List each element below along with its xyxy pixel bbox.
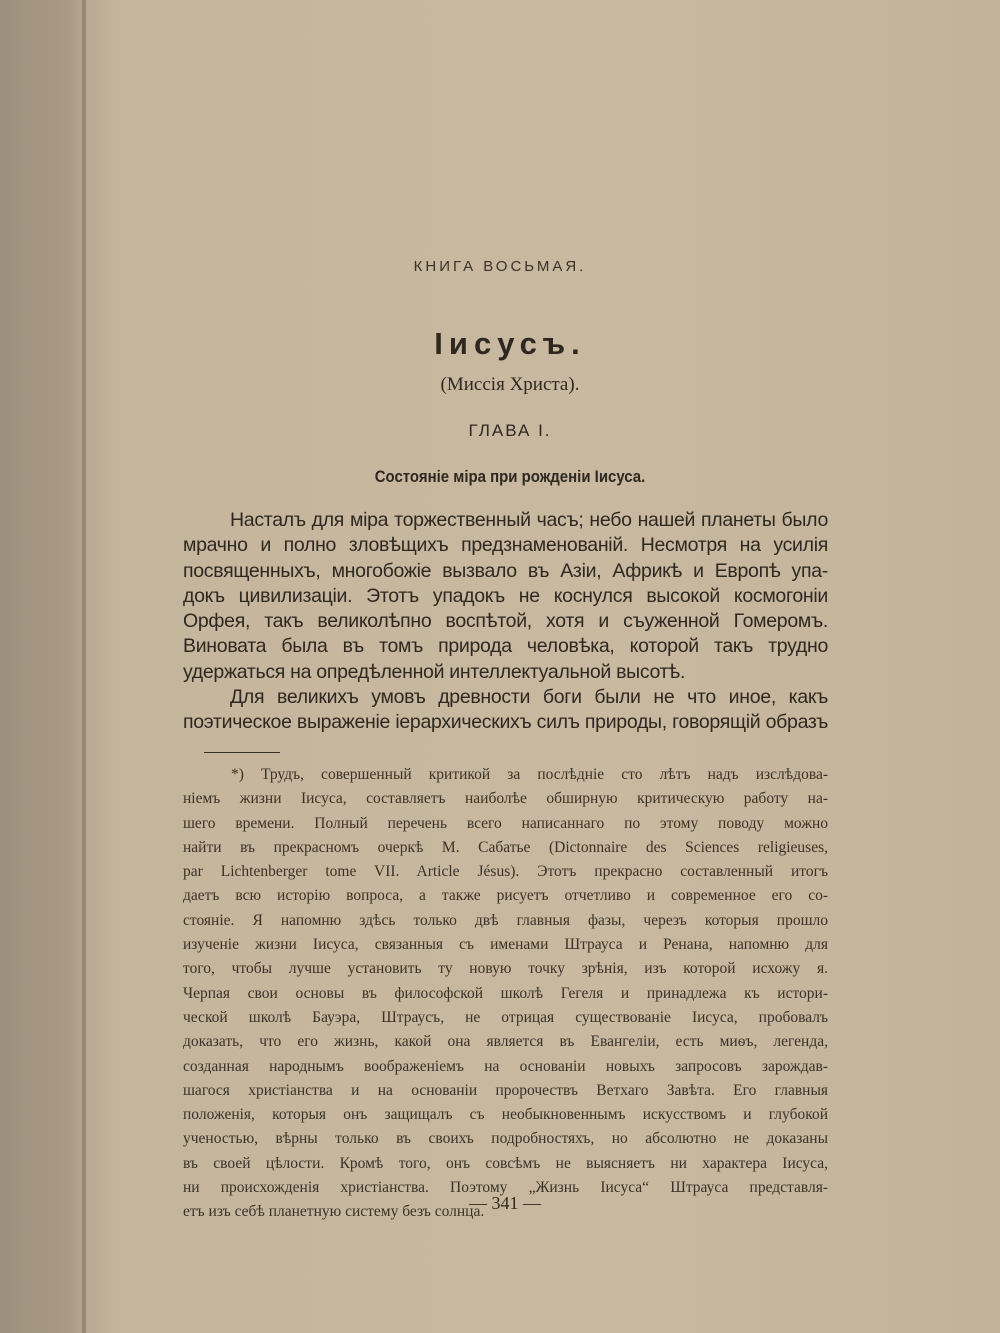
footnote-line: того, чтобы лучше установить ту новую точку зрѣнія, изъ которой исхожу я. (183, 960, 828, 978)
body-line: Орфея, такъ великолѣпно воспѣтой, хотя и съуженной Гомеромъ. (183, 610, 828, 633)
footnote-line: ческой школѣ Бауэра, Штраусъ, не отрицая существованіе Іисуса, пробовалъ (183, 1008, 828, 1026)
body-line: Для великихъ умовъ древности боги были не что иное, какъ (230, 686, 828, 709)
body-line: посвященныхъ, многобожіе вызвало въ Азіи, Африкѣ и Европѣ упа- (183, 559, 828, 582)
book-heading: КНИГА ВОСЬМАЯ. (413, 258, 587, 275)
body-line: мрачно и полно зловѣщихъ предзнаменованій. Несмотря на усилія (183, 534, 828, 557)
body-line: поэтическое выраженіе іерархическихъ силъ природы, говорящій образъ (183, 711, 828, 734)
footnote-line: положенія, которыя онъ защищалъ съ необыкновеннымъ искусствомъ и глубокой (183, 1106, 828, 1124)
footnote-line: ученостью, вѣрны только въ своихъ подробностяхъ, но абсолютно не доказаны (183, 1130, 828, 1148)
footnote-line: ніемъ жизни Іисуса, составляетъ наиболѣе обширную критическую работу на- (183, 790, 828, 808)
footnote-line: par Lichtenberger tome VII. Article Jésus). Этотъ прекрасно составленный итогъ (183, 863, 828, 881)
footnote-line: изученіе жизни Іисуса, связанныя съ именами Штрауса и Ренана, напомню для (183, 936, 828, 954)
footnote-line: ни происхожденія христіанства. Поэтому „Жизнь Іисуса“ Штрауса представля- (183, 1179, 828, 1197)
footnote-line: доказать, что его жизнь, какой она является въ Евангеліи, есть миѳъ, легенда, (183, 1033, 828, 1051)
footnote-divider (204, 752, 280, 753)
footnote-line: шагося христіанства и на основаніи пророчествъ Ветхаго Завѣта. Его главныя (183, 1081, 828, 1099)
body-line: удержаться на опредѣленной интеллектуальной высотѣ. (183, 660, 686, 683)
page-number: — 341 — (469, 1193, 541, 1213)
section-title: Состояніе міра при рожденіи Іисуса. (374, 467, 646, 486)
footnote-line: даетъ всю исторію вопроса, а также рисуетъ отчетливо и современное его со- (183, 887, 828, 905)
body-line: Виновата была въ томъ природа человѣка, которой такъ трудно (183, 635, 828, 658)
footnote-line: стояніе. Я напомню здѣсь только двѣ главныя фазы, черезъ которыя прошло (183, 911, 828, 929)
footnote-line: шего времени. Полный перечень всего написаннаго по этому поводу можно (183, 814, 828, 832)
footnote-line: созданная народнымъ воображеніемъ на основаніи новыхъ запросовъ зарождав- (183, 1057, 828, 1075)
footnote-line: въ своей цѣлости. Кромѣ того, онъ совсѣмъ не выясняетъ ни характера Іисуса, (183, 1154, 828, 1172)
chapter-heading: ГЛАВА I. (468, 421, 552, 440)
footnote-line: Черпая свои основы въ философской школѣ Гегеля и принадлежа къ истори- (183, 984, 828, 1002)
body-text (183, 508, 828, 736)
footnote-line: етъ изъ себѣ планетную систему безъ солнца. (183, 1203, 485, 1221)
subtitle: (Миссія Христа). (440, 374, 580, 395)
footnote-line: найти въ прекрасномъ очеркѣ М. Сабатье (Dictonnaire des Sciences religieuses, (183, 838, 828, 856)
page-title: Іисусъ. (434, 326, 586, 361)
page-fold-shadow (82, 0, 86, 1333)
footnote-line: *) Трудъ, совершенный критикой за послѣдніе сто лѣтъ надъ изслѣдова- (231, 766, 828, 783)
body-line: докъ цивилизаціи. Этотъ упадокъ не коснулся высокой космогоніи (183, 584, 828, 607)
body-line: Насталъ для міра торжественный часъ; небо нашей планеты было (230, 509, 828, 531)
footnote (183, 763, 828, 1225)
